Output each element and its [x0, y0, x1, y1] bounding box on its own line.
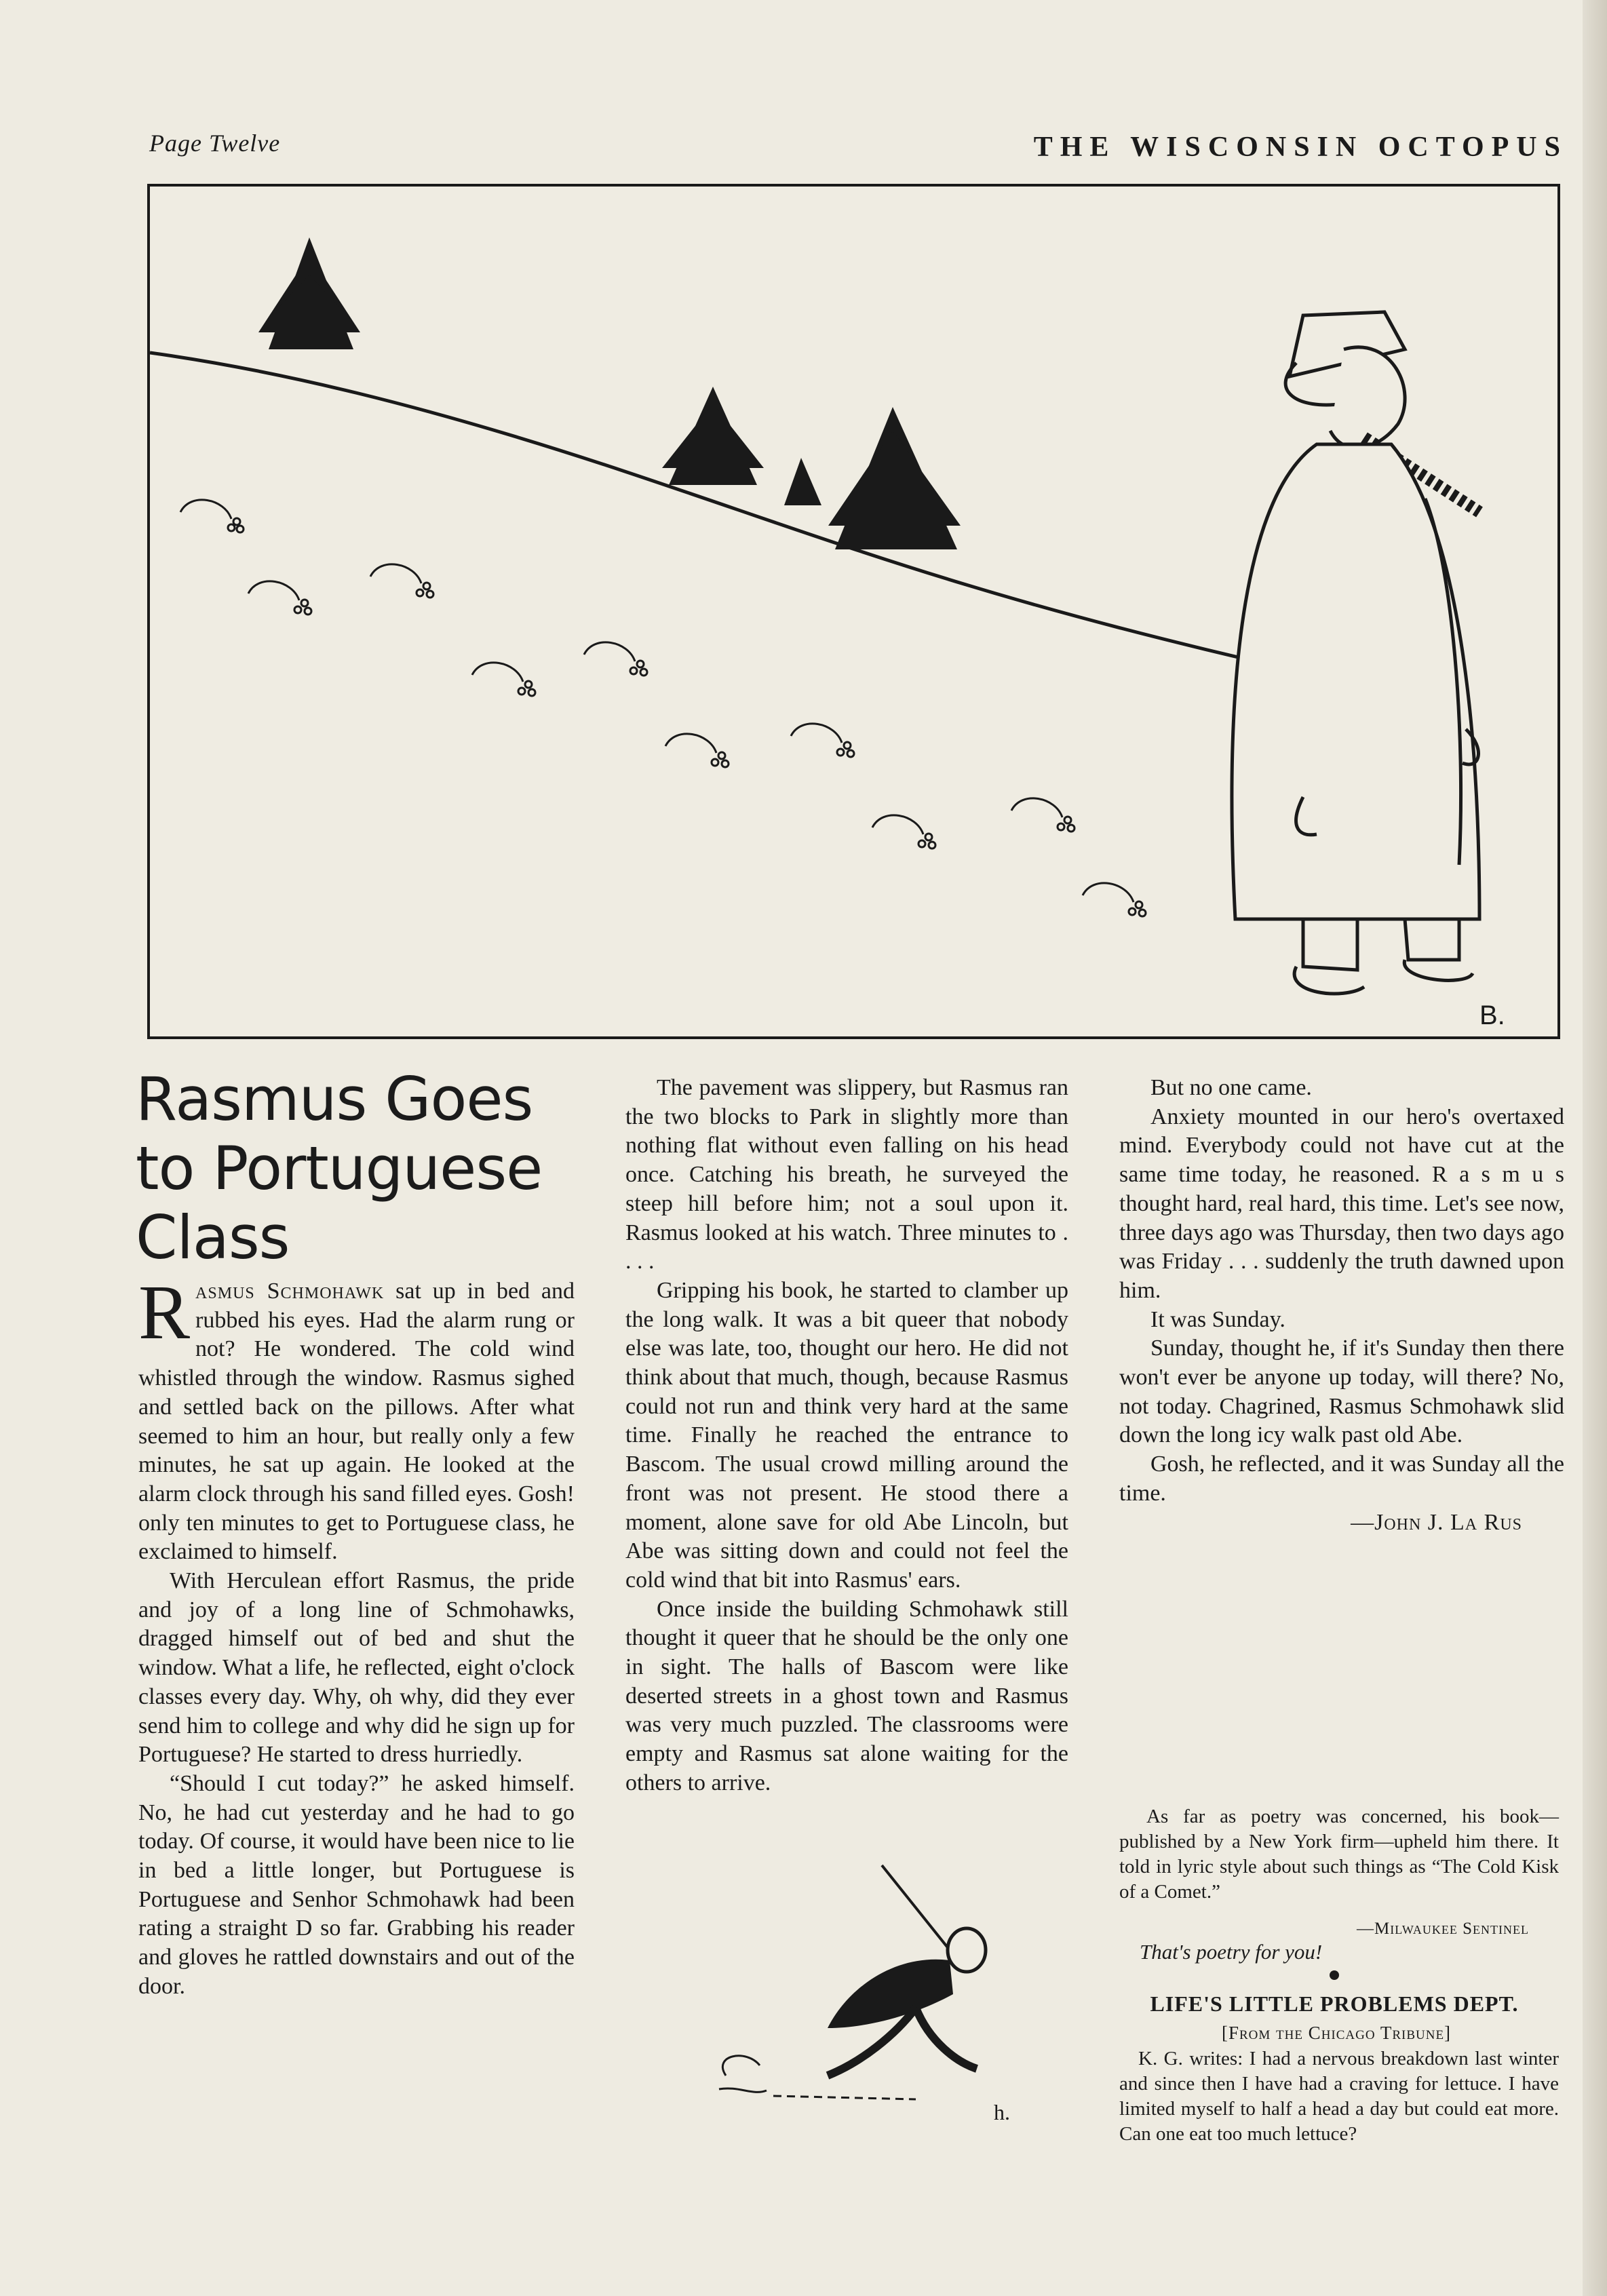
article-title: Rasmus Goes to Portuguese Class	[136, 1064, 543, 1272]
cartoon-drawing	[150, 187, 1560, 1039]
article-paragraph: Anxiety mounted in our hero's overtaxed mind. Everybody could not have cut at the same time today, he reasoned. R a s m u s thought hard, real hard, this time. Let's see now, three days ago was Thursday, then two days ago was Friday . . . suddenly the truth dawned upon him.	[1119, 1104, 1564, 1303]
dept-title: LIFE'S LITTLE PROBLEMS DEPT.	[1150, 1991, 1519, 2016]
footprints	[180, 500, 1146, 916]
dept-body-text: K. G. writes: I had a nervous breakdown last winter and since then I have had a craving for lettuce. I have limited myself to half a head a day but could eat more. Can one eat too much lettuce?	[1119, 2048, 1559, 2145]
article-column-2	[625, 1074, 1068, 1798]
man-figure	[1232, 312, 1479, 994]
running-figure-cartoon	[692, 1852, 1038, 2137]
drop-cap: R	[138, 1269, 191, 1355]
cartoon-illustration	[147, 184, 1560, 1039]
article-paragraph: Sunday, thought he, if it's Sunday then there won't ever be anyone up today, will there? No, not today. Chagrined, Rasmus Schmohawk slid down the long icy walk past old Abe.	[1119, 1336, 1564, 1448]
magazine-title: THE WISCONSIN OCTOPUS	[1033, 132, 1568, 163]
article-column-3	[1119, 1074, 1564, 1537]
page-edge	[1583, 0, 1607, 2296]
page-number: Page Twelve	[149, 130, 281, 157]
paragraph-text: sat up in bed and rubbed his eyes. Had the alarm rung or not? He wondered. The cold wind whistled through the window. Rasmus sighed and settled back on the pillows. After what seemed to him an hour, but really only a few minutes, he sat up again. He looked at the alarm clock through his sand filled eyes. Gosh! only ten minutes to get to Portuguese class, he exclaimed to himself.	[138, 1279, 575, 1565]
article-byline: —John J. La Rus	[1351, 1509, 1522, 1535]
article-paragraph: It was Sunday.	[1150, 1306, 1285, 1332]
article-paragraph: With Herculean effort Rasmus, the pride and joy of a long line of Schmohawks, dragged himself out of bed and shut the window. What a life, he reflected, eight o'clock classes every day. Why, oh why, did they ever send him to college and why did he sign up for Portuguese? He started to dress hurriedly.	[138, 1568, 575, 1768]
bullet-separator	[1330, 1970, 1339, 1980]
pine-trees-center	[662, 387, 961, 549]
article-paragraph: But no one came.	[1150, 1075, 1312, 1100]
pine-tree-left	[258, 237, 360, 349]
dept-body	[1119, 2046, 1559, 2147]
running-figure-drawing	[692, 1852, 1038, 2137]
small-cartoon-signature: h.	[994, 2100, 1010, 2124]
article-paragraph: Once inside the building Schmohawk still thought it queer that he should be the only one in sight. The halls of Bascom were like deserted streets in a ghost town and Rasmus was very much puzzled. The classrooms were empty and Rasmus sat alone waiting for the others to arrive.	[625, 1596, 1068, 1795]
cartoon-signature: B.	[1479, 1000, 1505, 1030]
article-lead-paragraph	[138, 1269, 575, 1567]
article-column-1	[138, 1269, 575, 2002]
lead-smallcaps: asmus Schmohawk	[195, 1279, 385, 1304]
poetry-attribution: —Milwaukee Sentinel	[1357, 1920, 1529, 1938]
poetry-comment: That's poetry for you!	[1140, 1940, 1323, 1964]
poetry-text: As far as poetry was concerned, his book—published by a New York firm—upheld him there. It told in lyric style about such things as “The Cold Kisk of a Comet.”	[1119, 1806, 1559, 1903]
article-paragraph: “Should I cut today?” he asked himself. No, he had cut yesterday and he had to go today. Of course, it would have been nice to lie in bed a little longer, but Portuguese is Portuguese and Senhor Schmohawk had been rating a straight D so far. Grabbing his reader and gloves he rattled downstairs and out of the door.	[138, 1770, 575, 1999]
article-paragraph: The pavement was slippery, but Rasmus ran the two blocks to Park in slightly more than nothing flat without even falling on his head once. Catching his breath, he surveyed the steep hill before him; not a soul upon it. Rasmus looked at his watch. Three minutes to . . . .	[625, 1075, 1068, 1275]
poetry-item	[1119, 1804, 1559, 1905]
article-paragraph: Gosh, he reflected, and it was Sunday all the time.	[1119, 1452, 1564, 1506]
article-paragraph: Gripping his book, he started to clamber up the long walk. It was a bit queer that nobody else was late, too, thought our hero. He did not think about that much, though, because Rasmus could not run and think very hard at the same time. Finally he reached the entrance to Bascom. The usual crowd milling around the front was not present. He stood there a moment, alone save for old Abe Lincoln, but Abe was sitting down and could not feel the cold wind that bit into Rasmus' ears.	[625, 1277, 1068, 1593]
dept-source: [From the Chicago Tribune]	[1221, 2023, 1452, 2043]
